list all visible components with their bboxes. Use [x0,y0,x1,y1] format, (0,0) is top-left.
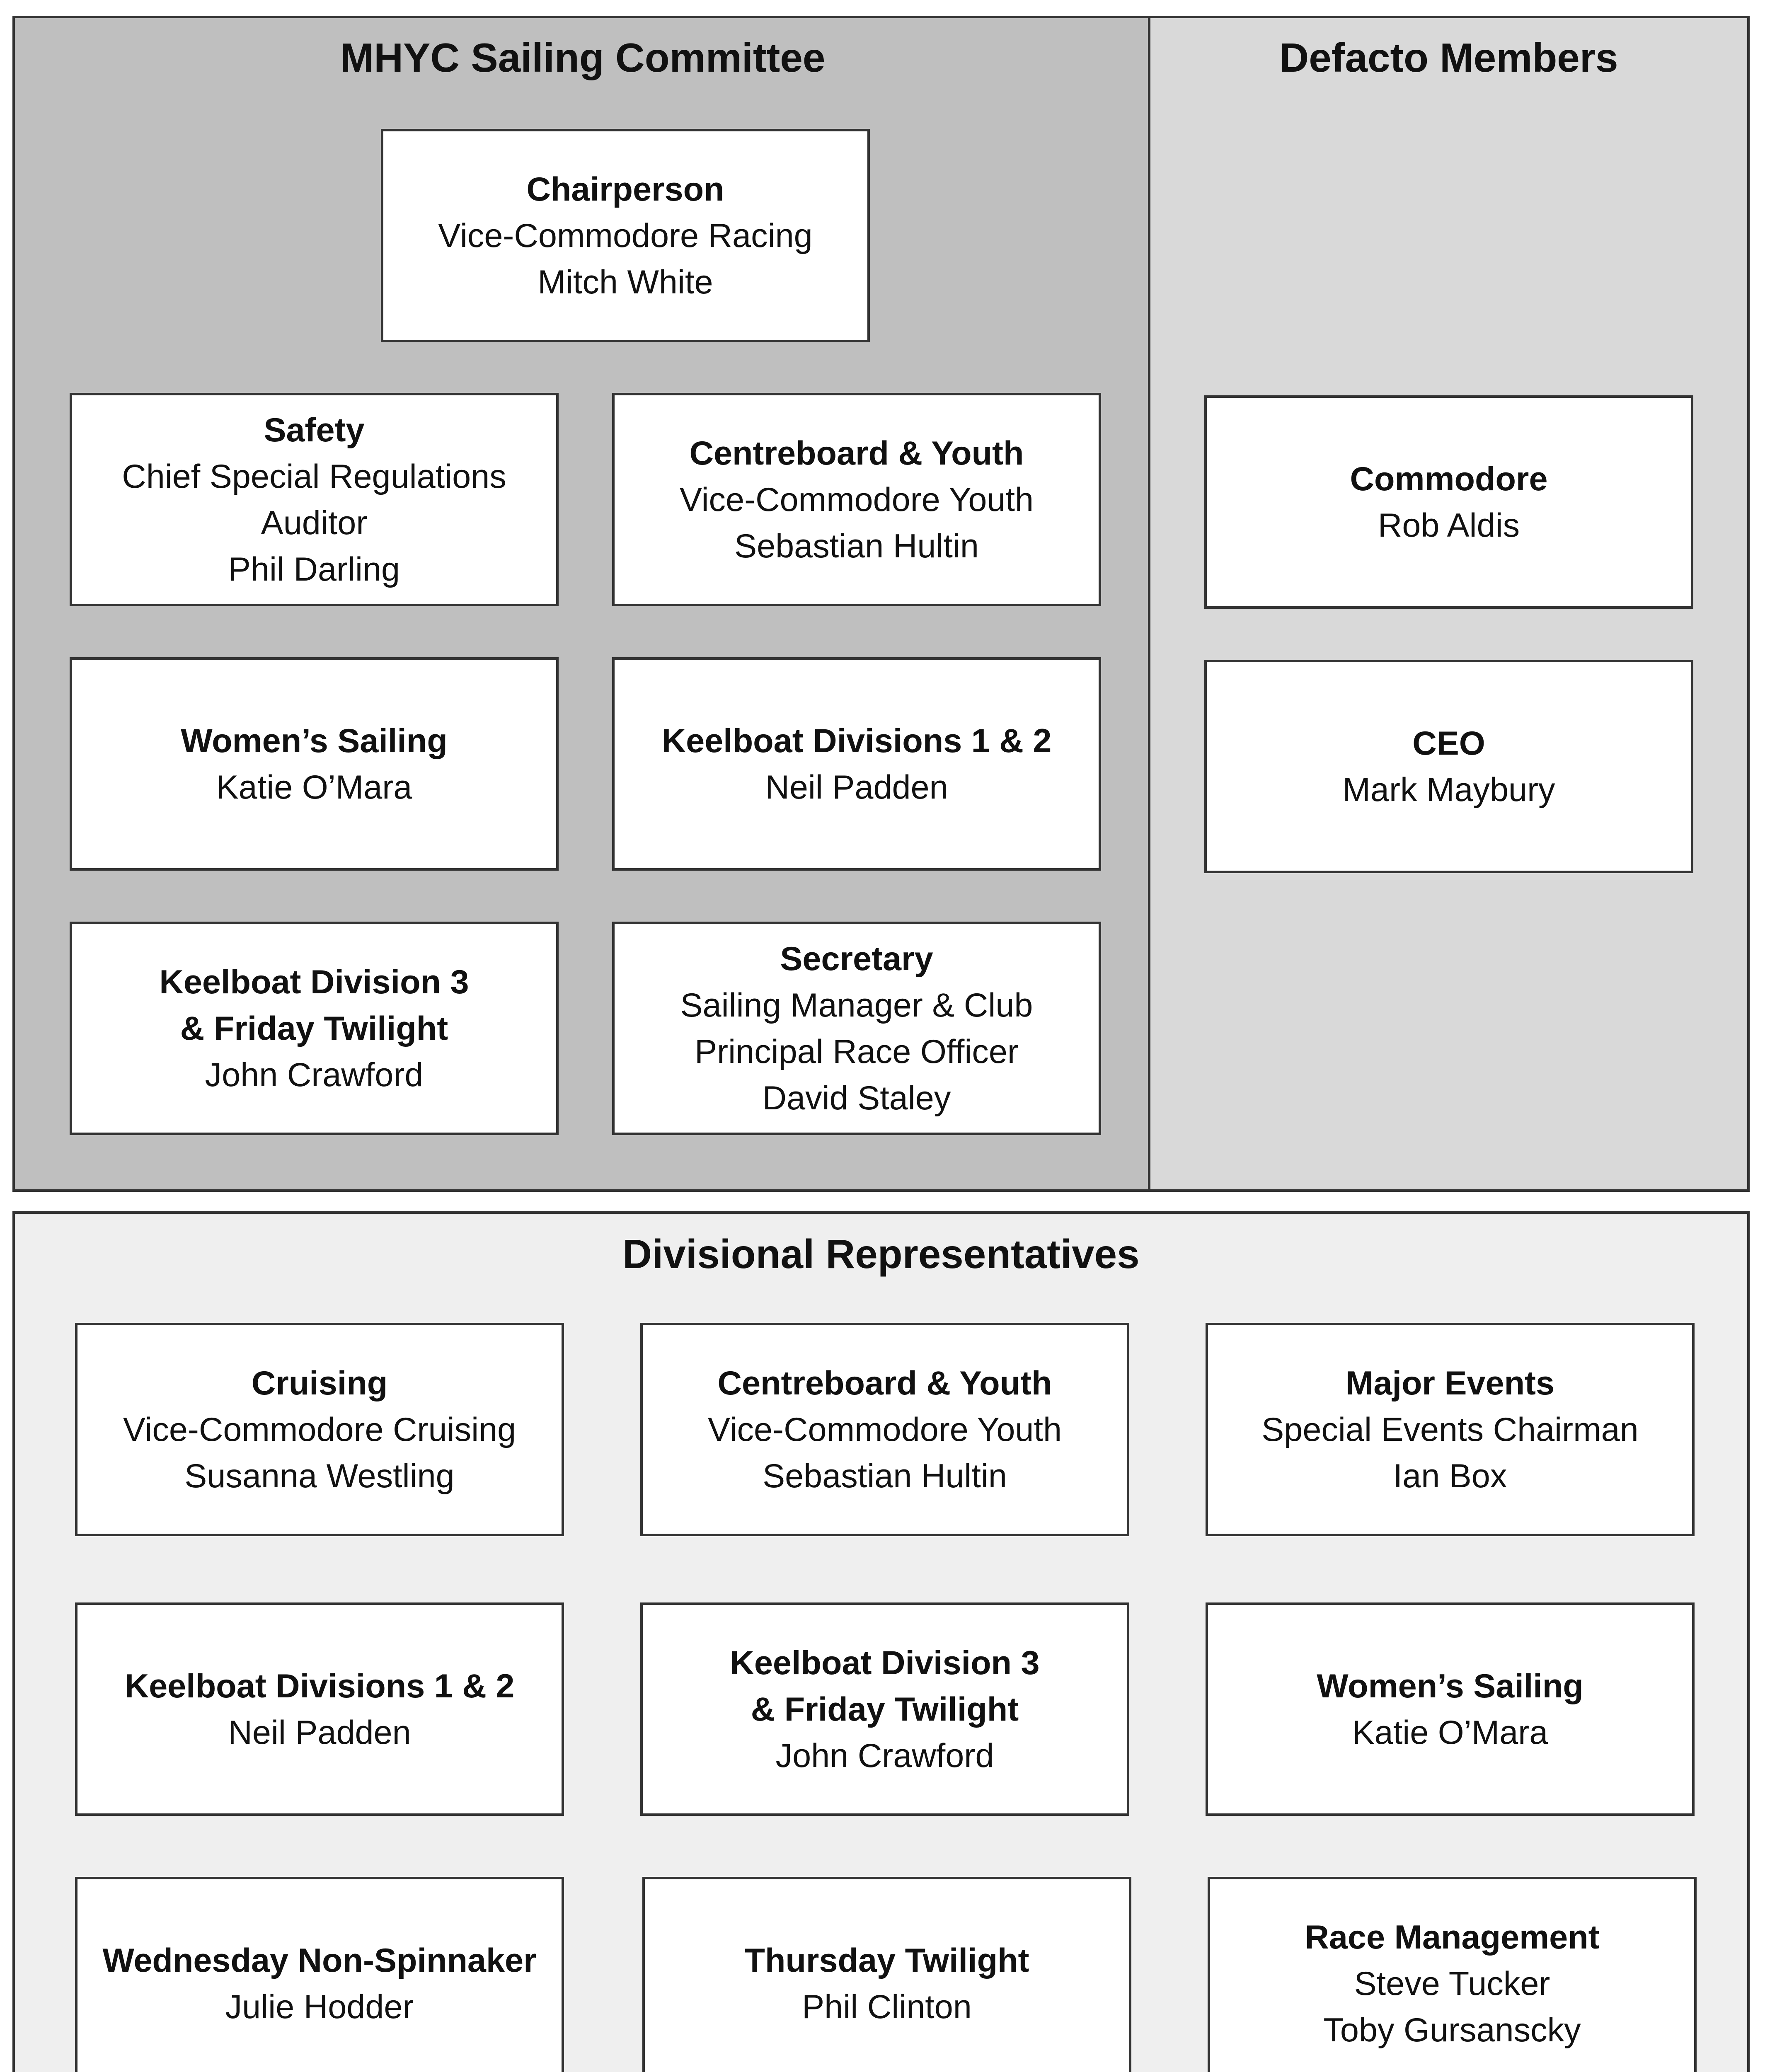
defacto-members-panel [1148,16,1750,1192]
person-name: Sebastian Hultin [734,527,979,565]
role-title: Centreboard & Youth [717,1364,1052,1402]
box-line: Special Events Chairman [1261,1411,1639,1448]
wednesday-non-spinnaker-box [75,1877,564,2072]
role-title: Keelboat Divisions 1 & 2 [661,722,1052,760]
thursday-twilight-box [642,1877,1131,2072]
person-name: Sebastian Hultin [763,1457,1007,1495]
divisional-representatives-panel [12,1211,1750,2072]
role-title: & Friday Twilight [751,1690,1019,1728]
box-line: Chief Special Regulations [122,457,506,495]
panel-title: MHYC Sailing Committee [340,35,826,80]
box-line: Vice-Commodore Cruising [123,1411,516,1448]
role-title: Race Management [1305,1918,1600,1956]
secretary-box [612,922,1101,1135]
box-line: Vice-Commodore Racing [438,217,813,254]
person-name: Katie O’Mara [216,768,412,806]
person-name: John Crawford [775,1737,994,1774]
person-name: Toby Gursanscky [1323,2011,1581,2049]
box-line: Principal Race Officer [695,1033,1019,1070]
role-title: Thursday Twilight [744,1941,1029,1979]
person-name: Ian Box [1393,1457,1507,1495]
role-title: Keelboat Division 3 [730,1644,1040,1682]
person-name: Neil Padden [228,1714,411,1751]
keelboat-division-3-box [70,922,559,1135]
person-name: Mitch White [537,263,713,301]
ceo-box [1204,660,1693,873]
panel-title: Defacto Members [1279,35,1618,80]
role-title: CEO [1412,724,1485,762]
major-events-box [1206,1323,1695,1536]
box-line: Sailing Manager & Club [680,986,1033,1024]
person-name: Katie O’Mara [1352,1714,1548,1751]
centreboard-youth-box [640,1323,1129,1536]
centreboard-youth-box [612,393,1101,606]
person-name: Neil Padden [765,768,948,806]
commodore-box [1204,395,1693,609]
sailing-committee-panel [12,16,1153,1192]
role-title: Safety [264,411,365,449]
person-name: David Staley [762,1079,951,1117]
person-name: Phil Darling [228,550,400,588]
keelboat-divisions-1-2-box [612,657,1101,871]
keelboat-division-3-box [640,1602,1129,1816]
role-title: Chairperson [526,170,724,208]
role-title: Women’s Sailing [181,722,448,760]
person-name: Rob Aldis [1378,506,1520,544]
role-title: Major Events [1345,1364,1555,1402]
keelboat-divisions-1-2-box [75,1602,564,1816]
person-name: Steve Tucker [1354,1965,1550,2002]
womens-sailing-box [1206,1602,1695,1816]
person-name: Susanna Westling [184,1457,455,1495]
safety-box [70,393,559,606]
box-line: Vice-Commodore Youth [707,1411,1062,1448]
race-management-box [1208,1877,1697,2072]
cruising-box [75,1323,564,1536]
role-title: Wednesday Non-Spinnaker [102,1941,537,1979]
role-title: Secretary [780,940,933,978]
person-name: John Crawford [205,1056,424,1094]
role-title: Keelboat Division 3 [159,963,469,1001]
role-title: & Friday Twilight [180,1009,448,1047]
role-title: Keelboat Divisions 1 & 2 [124,1667,515,1705]
chairperson-box [381,129,870,342]
person-name: Phil Clinton [802,1988,972,2026]
role-title: Centreboard & Youth [689,434,1024,472]
box-line: Auditor [261,504,368,542]
box-line: Vice-Commodore Youth [679,481,1034,518]
role-title: Cruising [251,1364,388,1402]
panel-title: Divisional Representatives [622,1231,1140,1277]
person-name: Julie Hodder [225,1988,414,2026]
role-title: Women’s Sailing [1317,1667,1583,1705]
womens-sailing-box [70,657,559,871]
role-title: Commodore [1350,460,1548,498]
person-name: Mark Maybury [1342,771,1555,808]
